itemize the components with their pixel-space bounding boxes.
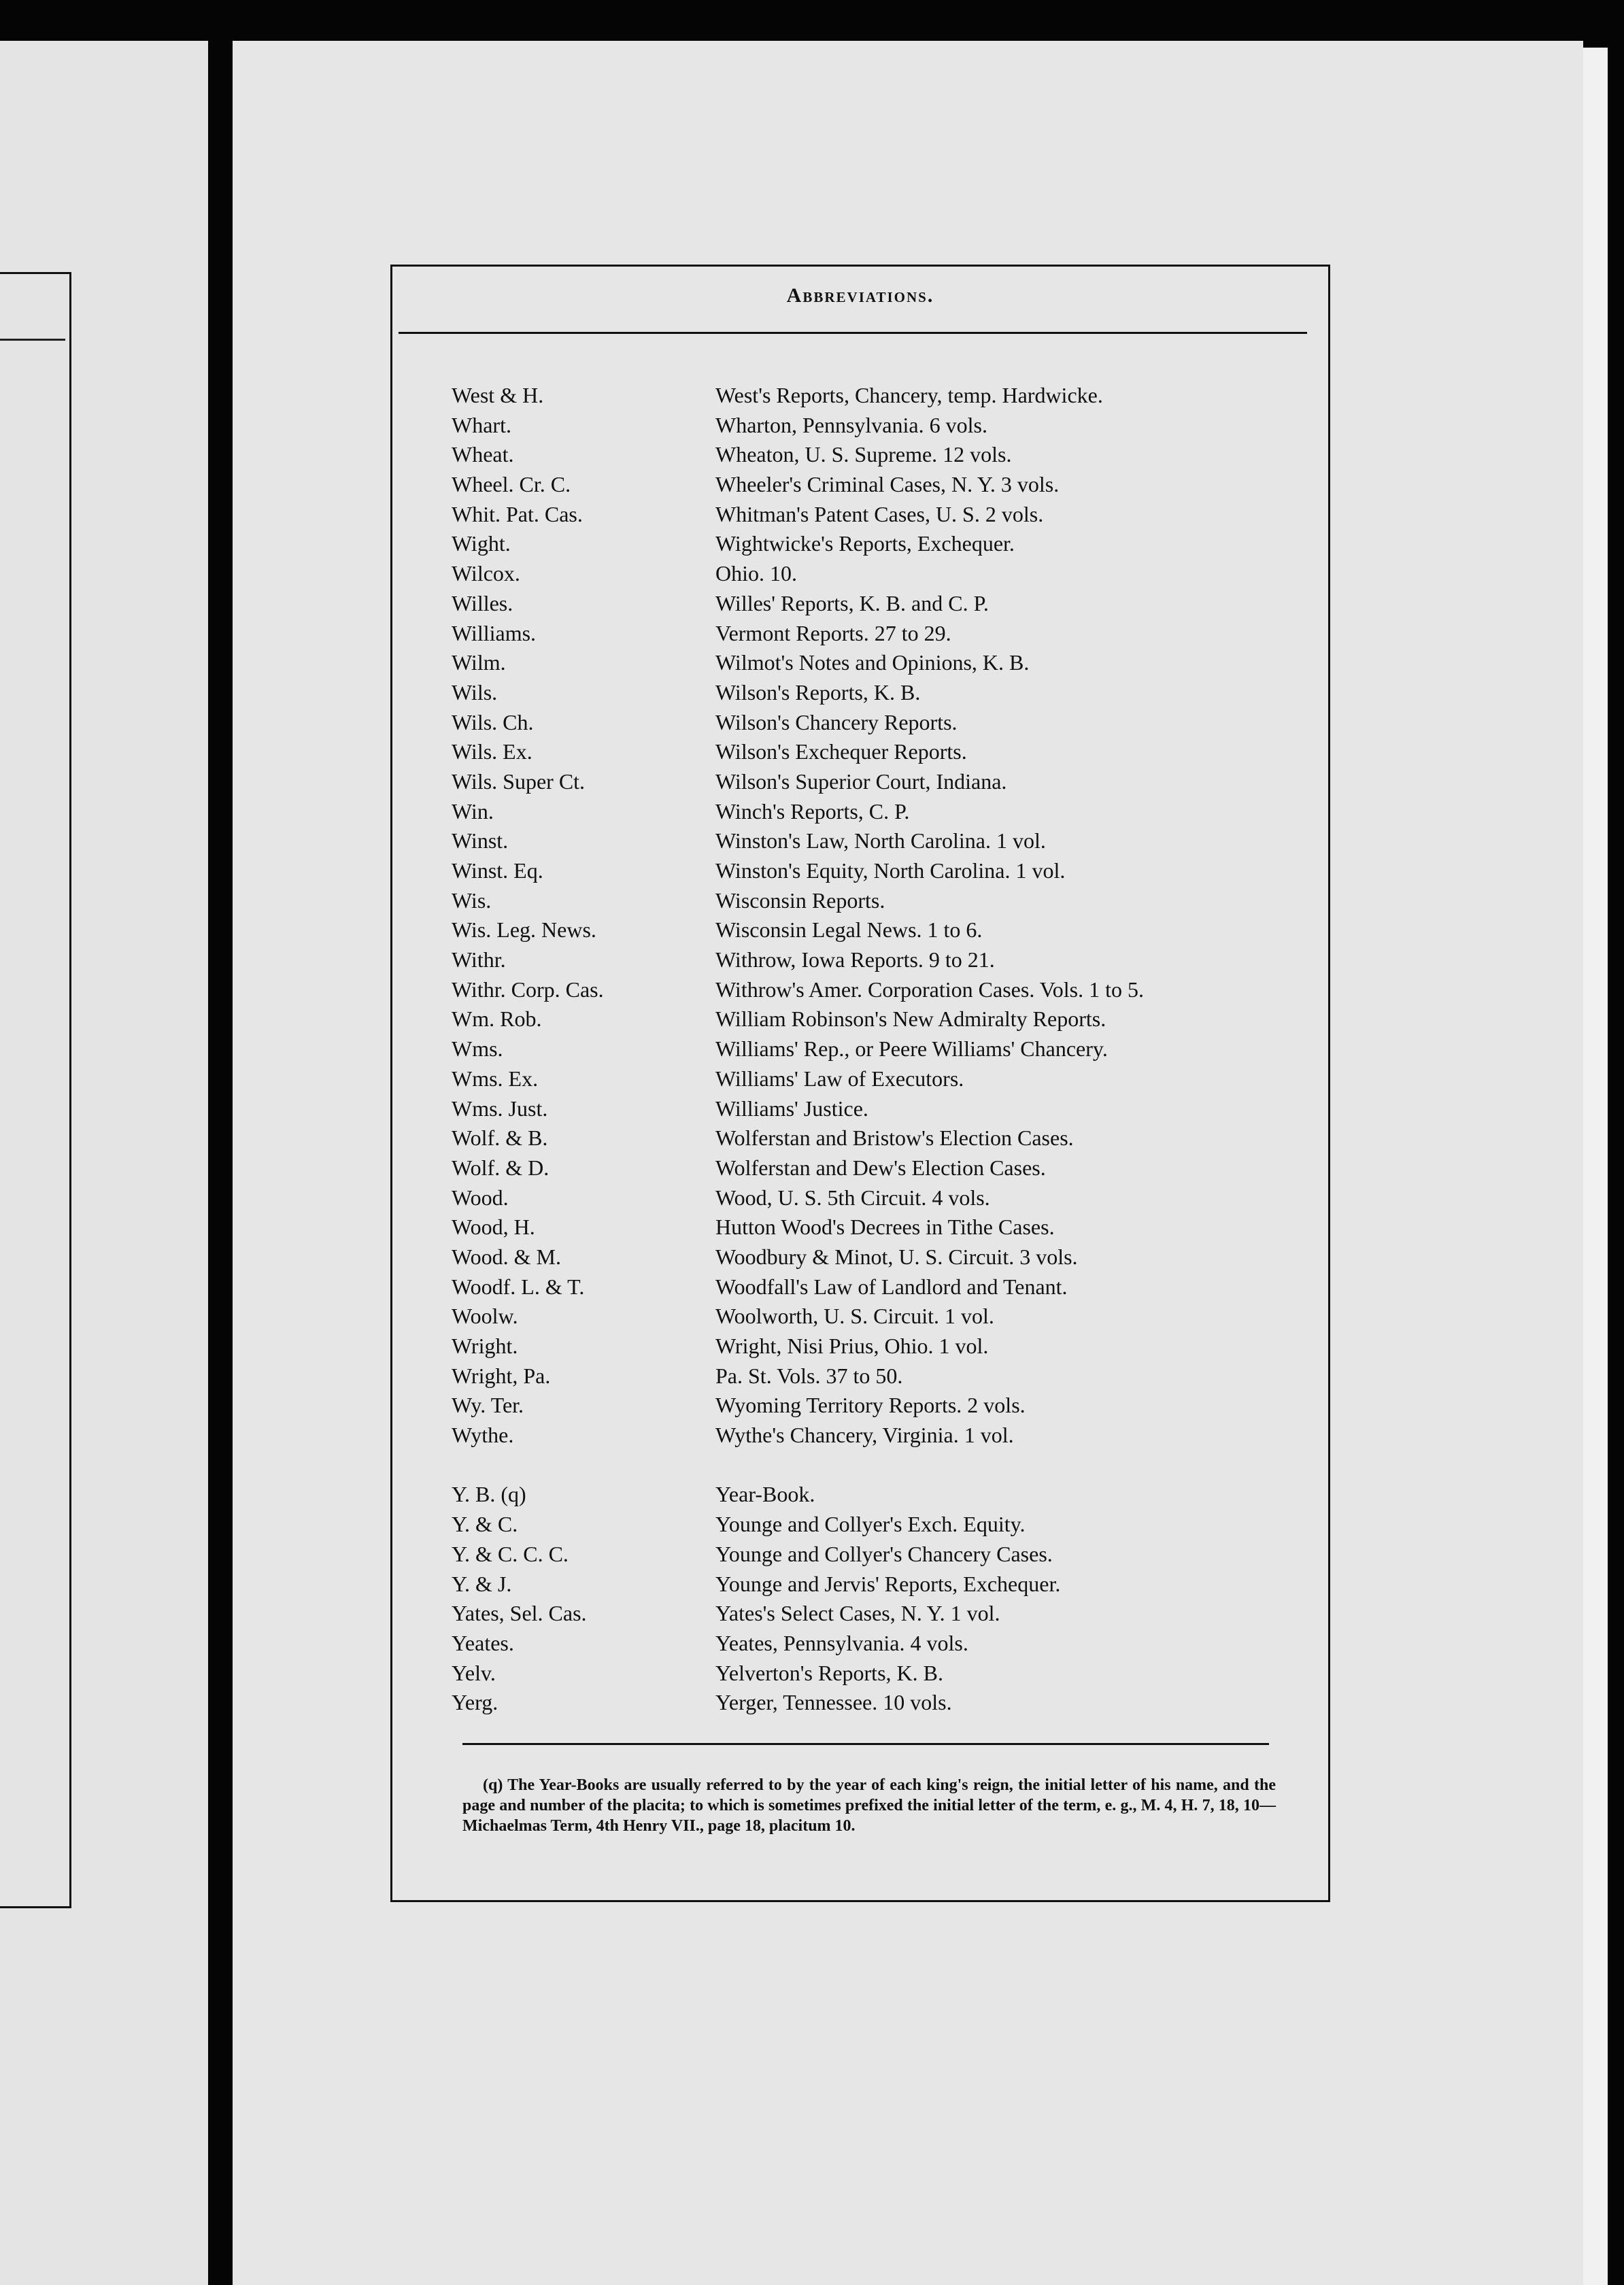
abbreviation-term: Wms. Just. [452,1096,548,1121]
abbreviation-term: Wils. [452,679,498,705]
abbreviation-entry [452,1064,1308,1094]
abbreviation-entry [452,1599,1308,1629]
abbreviation-term: Wms. [452,1036,503,1062]
abbreviation-meaning: Yates's Select Cases, N. Y. 1 vol. [715,1601,1000,1626]
abbreviation-meaning: Winston's Law, North Carolina. 1 vol. [715,828,1046,853]
footnote-rule [462,1743,1269,1745]
abbreviation-meaning: Wyoming Territory Reports. 2 vols. [715,1393,1026,1418]
abbreviation-meaning: Woodbury & Minot, U. S. Circuit. 3 vols. [715,1244,1078,1269]
abbreviation-meaning: Withrow, Iowa Reports. 9 to 21. [715,947,995,972]
abbreviation-list [452,381,1308,1718]
abbreviation-meaning: Wythe's Chancery, Virginia. 1 vol. [715,1423,1014,1448]
right-page-edge [1583,48,1608,2285]
abbreviation-meaning: Wilson's Reports, K. B. [715,679,921,705]
abbreviation-meaning: Winston's Equity, North Carolina. 1 vol. [715,858,1066,883]
left-page-rule [0,339,65,341]
abbreviation-term: Wils. Super Ct. [452,768,586,794]
abbreviation-meaning: Younge and Jervis' Reports, Exchequer. [715,1571,1061,1596]
abbreviation-term: Wood, H. [452,1215,535,1240]
abbreviation-entry [452,945,1308,975]
abbreviation-entry [452,856,1308,886]
abbreviation-entry [452,826,1308,856]
abbreviation-entry [452,1302,1308,1332]
abbreviation-meaning: Withrow's Amer. Corporation Cases. Vols. 1 to 5. [715,977,1144,1002]
abbreviation-term: Withr. [452,947,506,972]
abbreviation-meaning: Younge and Collyer's Chancery Cases. [715,1541,1053,1566]
abbreviation-term: Wils. Ex. [452,739,532,764]
abbreviation-meaning: Wood, U. S. 5th Circuit. 4 vols. [715,1185,990,1210]
abbreviation-entry [452,1272,1308,1302]
abbreviation-meaning: Younge and Collyer's Exch. Equity. [715,1512,1026,1537]
abbreviation-term: Wilcox. [452,561,520,586]
abbreviation-term: Wis. Leg. News. [452,917,596,943]
abbreviation-group-w [452,381,1308,1451]
abbreviation-term: Wheat. [452,442,514,467]
abbreviation-entry [452,678,1308,708]
abbreviation-entry [452,1510,1308,1540]
left-page-frame [0,272,71,1908]
abbreviation-entry [452,411,1308,441]
abbreviation-term: Wight. [452,531,511,556]
abbreviation-group-y [452,1480,1308,1718]
abbreviation-entry [452,500,1308,530]
abbreviation-entry [452,1242,1308,1272]
abbreviation-meaning: Woodfall's Law of Landlord and Tenant. [715,1274,1068,1299]
abbreviation-meaning: Woolworth, U. S. Circuit. 1 vol. [715,1304,994,1329]
abbreviation-term: Wy. Ter. [452,1393,524,1418]
footnote: (q) The Year-Books are usually referred to by the year of each king's reign, the initial letter of his name, and the page and number of the placita; to which is sometimes prefixed the initial letter of the term, e. g., M. 4, H. 7, 18, 10—Michaelmas Term, 4th Henry VII., page 18, placitum 10. [462,1776,1276,1835]
abbreviation-term: Wythe. [452,1423,514,1448]
abbreviation-meaning: Williams' Rep., or Peere Williams' Chancery. [715,1036,1108,1062]
abbreviation-term: Williams. [452,620,537,645]
abbreviation-meaning: Wilson's Superior Court, Indiana. [715,768,1007,794]
abbreviation-meaning: Wolferstan and Bristow's Election Cases. [715,1125,1074,1151]
abbreviation-entry [452,1094,1308,1124]
abbreviation-meaning: Pa. St. Vols. 37 to 50. [715,1363,903,1388]
abbreviation-entry [452,1213,1308,1242]
abbreviation-entry [452,440,1308,470]
abbreviation-term: Willes. [452,590,513,615]
abbreviation-term: Wolf. & B. [452,1125,548,1151]
abbreviation-meaning: Year-Book. [715,1482,815,1507]
abbreviation-entry [452,619,1308,649]
abbreviation-term: Wright, Pa. [452,1363,551,1388]
abbreviation-term: Win. [452,798,494,824]
abbreviation-meaning: Wisconsin Reports. [715,887,885,913]
abbreviation-term: Wis. [452,887,492,913]
abbreviation-term: Y. & C. C. C. [452,1541,569,1566]
abbreviation-term: Yeates. [452,1630,514,1655]
abbreviation-entry [452,381,1308,411]
abbreviation-entry [452,886,1308,916]
abbreviation-entry [452,1421,1308,1451]
abbreviation-term: Woolw. [452,1304,518,1329]
abbreviation-term: Wms. Ex. [452,1066,539,1091]
abbreviation-term: Withr. Corp. Cas. [452,977,604,1002]
abbreviation-meaning: Wheaton, U. S. Supreme. 12 vols. [715,442,1012,467]
abbreviation-entry [452,1391,1308,1421]
abbreviation-term: Yerg. [452,1690,498,1715]
abbreviation-meaning: William Robinson's New Admiralty Reports. [715,1006,1106,1032]
abbreviation-meaning: Vermont Reports. 27 to 29. [715,620,951,645]
abbreviation-term: Wilm. [452,650,506,675]
abbreviation-meaning: Wilson's Chancery Reports. [715,709,958,734]
abbreviation-entry [452,797,1308,827]
abbreviation-entry [452,1153,1308,1183]
abbreviation-meaning: Williams' Justice. [715,1096,868,1121]
abbreviation-term: Y. B. (q) [452,1482,526,1507]
abbreviation-term: Yates, Sel. Cas. [452,1601,587,1626]
abbreviation-term: Yelv. [452,1660,496,1685]
abbreviation-meaning: Wisconsin Legal News. 1 to 6. [715,917,983,943]
abbreviation-meaning: Williams' Law of Executors. [715,1066,964,1091]
abbreviation-entry [452,737,1308,767]
abbreviation-term: Woodf. L. & T. [452,1274,585,1299]
abbreviation-term: Y. & C. [452,1512,518,1537]
abbreviation-entry [452,1034,1308,1064]
group-spacer [452,1451,1308,1480]
abbreviation-entry [452,529,1308,559]
page-title: Abbreviations. [786,284,934,307]
abbreviation-meaning: Wilson's Exchequer Reports. [715,739,967,764]
abbreviation-term: Whit. Pat. Cas. [452,501,583,526]
abbreviation-meaning: Yerger, Tennessee. 10 vols. [715,1690,952,1715]
abbreviation-entry [452,1480,1308,1510]
abbreviation-meaning: West's Reports, Chancery, temp. Hardwicke. [715,383,1103,407]
abbreviation-term: Winst. [452,828,509,853]
abbreviation-term: Whart. [452,412,511,437]
abbreviation-entry [452,767,1308,797]
abbreviation-term: Wood. [452,1185,509,1210]
abbreviation-meaning: Yeates, Pennsylvania. 4 vols. [715,1630,968,1655]
abbreviation-meaning: Wolferstan and Dew's Election Cases. [715,1155,1046,1180]
abbreviation-term: Winst. Eq. [452,858,543,883]
abbreviation-meaning: Wright, Nisi Prius, Ohio. 1 vol. [715,1334,989,1358]
abbreviation-entry [452,1332,1308,1361]
book-gutter [208,0,233,2285]
abbreviation-term: Wheel. Cr. C. [452,472,571,497]
abbreviation-meaning: Willes' Reports, K. B. and C. P. [715,590,989,615]
abbreviation-term: Wood. & M. [452,1244,561,1269]
abbreviation-entry [452,470,1308,500]
abbreviation-meaning: Wilmot's Notes and Opinions, K. B. [715,650,1030,675]
abbreviation-meaning: Whitman's Patent Cases, U. S. 2 vols. [715,501,1044,526]
abbreviation-term: Y. & J. [452,1571,512,1596]
abbreviation-entry [452,975,1308,1005]
abbreviation-entry [452,1540,1308,1570]
abbreviation-meaning: Winch's Reports, C. P. [715,798,910,824]
abbreviation-term: Wright. [452,1334,518,1358]
abbreviation-entry [452,559,1308,589]
abbreviation-entry [452,1004,1308,1034]
abbreviation-term: Wolf. & D. [452,1155,549,1180]
abbreviation-meaning: Wightwicke's Reports, Exchequer. [715,531,1015,556]
abbreviation-meaning: Ohio. 10. [715,561,797,586]
abbreviation-entry [452,589,1308,619]
abbreviation-entry [452,1361,1308,1391]
abbreviation-entry [452,708,1308,738]
abbreviation-term: Wils. Ch. [452,709,534,734]
abbreviation-term: Wm. Rob. [452,1006,542,1032]
abbreviation-entry [452,1123,1308,1153]
title-rule [399,332,1307,334]
left-page-edge [0,41,208,2285]
abbreviation-meaning: Yelverton's Reports, K. B. [715,1660,943,1685]
abbreviation-entry [452,1629,1308,1659]
abbreviation-entry [452,648,1308,678]
abbreviation-entry [452,1183,1308,1213]
abbreviation-meaning: Hutton Wood's Decrees in Tithe Cases. [715,1215,1055,1240]
abbreviation-entry [452,1570,1308,1600]
abbreviation-meaning: Wheeler's Criminal Cases, N. Y. 3 vols. [715,472,1060,497]
abbreviation-entry [452,915,1308,945]
abbreviation-meaning: Wharton, Pennsylvania. 6 vols. [715,412,987,437]
abbreviation-entry [452,1688,1308,1718]
abbreviation-term: West & H. [452,383,544,407]
abbreviation-entry [452,1659,1308,1689]
